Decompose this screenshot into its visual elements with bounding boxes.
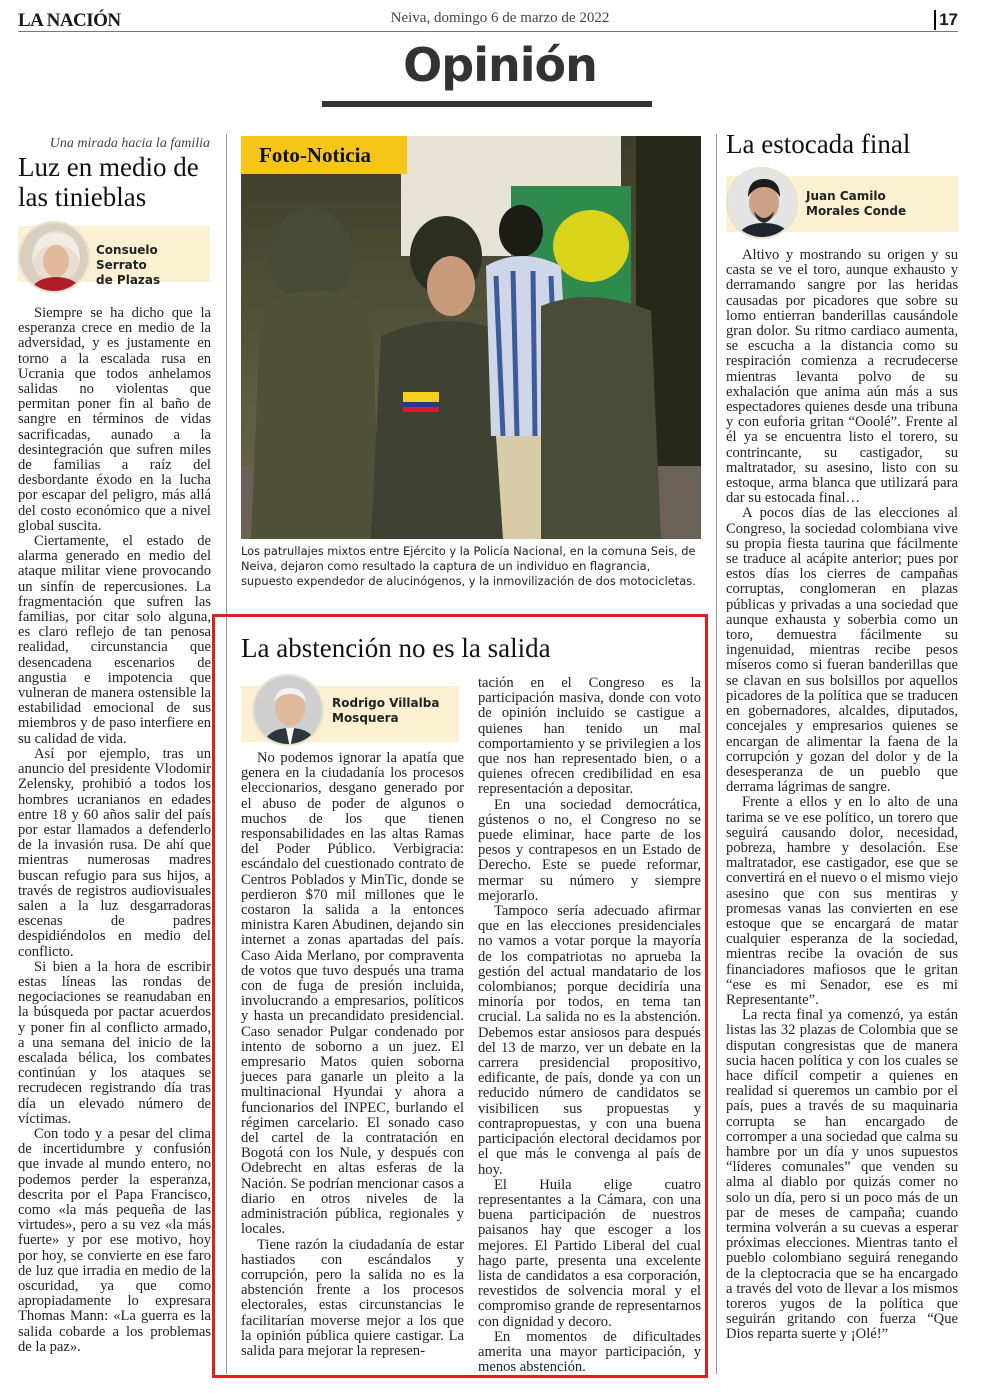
paragraph: La recta final ya comenzó, ya están listas las 32 plazas de Colombia que se disputan congresistas que de manera sucia hacen política y con los cuales se hace difícil competir a quienes en realidad si queremos un cambio por el país, pues a través de su maquinaria corrupta se han encargado de corromper a una sociedad que calma su hambre por un día y unos supuestos “líderes comunales” que venden su alma al diablo por quizás comer no solo un día, pero si un poco más de un par de meses de campaña; cuando termina volverán a su cuevas a esperar próximas elecciones. Mientras tanto el pueblo colombiano seguirá renegando de la cleptocracia que se ha encargado a través del voto de llevar a los mismos toreros yugos de la política que seguirán gritando con fuerza “Que Dios reparta suerte y ¡Olé!” (726, 1007, 958, 1343)
paragraph: Si bien a la hora de escribir estas líneas las rondas de negociaciones se reanudaban en la búsqueda por pactar acuerdos y poner fin al conflicto armado, a una semana del inicio de la escalada bélica, los combates continúan y los ataques se recrudecen registrando día tras día un elevado número de víctimas. (18, 958, 211, 1127)
center-article-body-col1 (241, 751, 464, 1359)
paragraph: tación en el Congreso es la participación masiva, donde con voto de opinión incluido se castigue a quienes han tenido un mal comportamiento y se privilegien a los que nos han representado bien, o a quienes ofrecen credibilidad en esa representación a depositar. (478, 675, 701, 798)
masthead-rule (18, 31, 958, 32)
paragraph: Siempre se ha dicho que la esperanza crece en medio de la adversidad, y es justamente en torno a la escalada rusa en Ucrania que todos anhelamos salidas no violentas que permitan poner fin al baño de sangre en términos de vidas sacrificadas, aunado a la desintegración que sufren miles de familias a raíz del desbordante éxodo en la lucha por escapar del peligro, más allá del costo económico que a nivel global suscita. (18, 305, 211, 534)
paragraph: En momentos de dificultades amerita una mayor participación, y menos abstención. (478, 1328, 701, 1376)
photo-caption: Los patrullajes mixtos entre Ejército y la Policía Nacional, en la comuna Seis, de Neiva, dejaron como resultado la captura de un individuo en flagrancia, supuesto expendedor de alucinógenos, y la inmovilización de dos motocicletas. (241, 544, 696, 588)
author-name-line: Consuelo Serrato (96, 243, 158, 272)
paragraph: Altivo y mostrando su origen y su casta se ve el toro, aunque exhausto y derramando sangre por las heridas causadas por picadores que sobre su lomo entierran banderillas causándole gran dolor. Su ritmo cardiaco aumenta, se escucha a la distancia como su respiración comienza a recrudecerse mientras levanta polvo de su exhalación que anima aún más a sus espectadores quienes desde una tribuna y con euforia gritan “Ooolé”. Frente al él ya se encuentra listo el torero, su contrincante, su castigador, su maltratador, su asesino, listo con su estoque, arma blanca que utilizará para dar su estocada final… (726, 247, 958, 507)
left-article-headline: Luz en medio de las tinieblas (18, 152, 199, 212)
section-rule (322, 101, 652, 107)
paragraph: Con todo y a pesar del clima de incertidumbre y confusión que invade al mundo entero, no podemos perder la esperanza, descrita por el Papa Francisco, como «la más pequeña de las virtudes», pero a su vez «la más fuerte» y por ese motivo, hoy por hoy, se convierte en ese faro de luz que irradia en medio de la oscuridad, ya que como apropiadamente lo expresara Thomas Mann: «La guerra es la salida cobarde a los problemas de la paz». (18, 1125, 211, 1355)
left-article-body (18, 306, 211, 1355)
left-article-author (96, 243, 210, 288)
author-photo-avatar (252, 674, 324, 746)
right-article-author (806, 189, 954, 219)
paragraph: En una sociedad democrática, gústenos o no, el Congreso no se puede eliminar, hace parte de los pesos y contrapesos en un Estado de Derecho. Este se puede reformar, mermar su número y siempre mejorarlo. (478, 796, 701, 904)
author-photo-avatar (726, 167, 798, 239)
paragraph: Tiene razón la ciudadanía de estar hastiados con escándalos y corrupción, pero la salida no es la abstención frente a los procesos electorales, estas circunstancias le facilitarían moverse mejor a los que la opinión pública quiere castigar. La salida para mejorar la represen- (241, 1236, 464, 1359)
paragraph: Ciertamente, el estado de alarma generado en medio del ataque militar viene provocando un sinfín de repercusiones. La fragmentación que sufren las familias, por citar solo alguna, es claro reflejo de tan penosa realidad, circunstancia que desencadena escenarios de angustia e impotencia que vulneran de manera ostensible la estabilidad emocional de sus miembros y de paso interfiere en su calidad de vida. (18, 533, 211, 747)
author-name-line: Juan Camilo (806, 189, 886, 203)
newspaper-logo: LA NACIÓN (18, 10, 121, 31)
author-name-line: Morales Conde (806, 204, 907, 218)
center-article-headline: La abstención no es la salida (241, 633, 551, 663)
left-article-kicker: Una mirada hacia la familia (49, 136, 210, 151)
author-name-line: Rodrigo Villalba (332, 696, 440, 710)
photo-news-tag: Foto-Noticia (241, 136, 407, 174)
paragraph: Tampoco sería adecuado afirmar que en las elecciones presidenciales no vamos a votar porque la mayoría de los compatriotas no aprueba la gestión del actual mandatario de los colombianos; porque decidiría una minoría por todos, en tema tan crucial. La salida no es la abstención. Debemos estar ansiosos para después del 13 de marzo, ver un debate en la carrera presidencial propositivo, edificante, de país, donde ya con un reducido número de candidatos se visibilicen sus propuestas y contrapropuestas, y con una buena participación electoral decidamos por el que más le convenga al país de hoy. (478, 903, 701, 1178)
paragraph: Así por ejemplo, tras un anuncio del presidente Vlodomir Zelensky, prohibió a todos los hombres ucranianos en edades entre 18 y 60 años salir del país por estar llamados a defenderlo de la invasión rusa. De ahí que mientras numerosas madres buscan refugio para sus hijos, a través de registros audiovisuales salen a la luz desgarradoras escenas de padres despidiéndolos en medio del conflicto. (18, 745, 211, 960)
author-name-line: Mosquera (332, 711, 399, 725)
paragraph: No podemos ignorar la apatía que genera en la ciudadanía los procesos eleccionarios, desgano generado por el abuso de poder de algunos o muchos de los que tienen responsabilidades en las altas Ramas del Poder Público. Verbigracia: escándalo del cuestionado contrato de Centros Poblados y MinTic, donde se perdieron $70 mil millones que le costaron la salida a la entonces ministra Karen Abudinen, dejando sin internet a zonas apartadas del país. Caso Aida Merlano, por compraventa de votos que tuvo después una trama con de fuga de presión incluida, involucrando a empresarios, políticos y hasta un precandidato presidencial. Caso senador Pulgar condenado por intento de soborno a un juez. El empresario Matos quien soborna jueces para ganarle un pleito a la multinacional Hyundai y ahora a funcionarios del INPEC, burlando el régimen carcelario. El sonado caso del cartel de la contratación en Bogotá con los Nule, y después con Odebrecht en altas esferas de la Nación. Se podrían mencionar casos a diario en otros niveles de la administración pública, regionales y locales. (241, 750, 464, 1238)
issue-date: Neiva, domingo 6 de marzo de 2022 (390, 10, 610, 26)
section-title: Opinión (403, 38, 597, 92)
paragraph: A pocos días de las elecciones al Congreso, la sociedad colombiana vive su propia fiesta taurina que fácilmente se traduce al acápite anterior; pues por estos días los cierres de campañas corruptas, conglomeran en plazas públicas y privadas a una sociedad que aunque exhausta y soberbia como un toro, demuestra fácilmente su ingenuidad, mientras recibe pesos míseros como si fueran banderillas que se clavan en sus bolsillos por aquellos picadores de la política que se traducen en gobernadores, alcaldes, diputados, concejales y empresarios quienes se encargan de alimentar la faena de la corrupción y gozan del dolor y de la desesperanza de un pueblo que derrama lágrimas de sangre. (726, 505, 958, 796)
center-article-body-col2 (478, 676, 701, 1375)
news-photo (241, 136, 701, 539)
author-name-line: de Plazas (96, 273, 161, 287)
paragraph: El Huila elige cuatro representantes a la Cámara, con una buena participación de nuestros paisanos hay que escoger a los mejores. El Partido Liberal del cual hago parte, presenta una excelente lista de candidatos a esa corporación, revestidos de solvencia moral y el compromiso grande de representarnos con dignidad y decoro. (478, 1176, 701, 1330)
page-number: 17 (934, 10, 958, 30)
column-divider (716, 134, 717, 1374)
paragraph: Frente a ellos y en lo alto de una tarima se ve ese político, un torero que seguirá causando dolor, necesidad, pobreza, hambre y desolación. Ese maltratador, ese castigador, ese que se convertirá en el nuevo o el mismo viejo asesino que con sus mentiras y promesas vanas las convierten en ese estoque que se encargará de matar cualquier esperanza de la sociedad, mientras recibe la ovación de sus financiadores mafiosos que le gritan “ese es mi Senador, ese es mi Representante”. (726, 794, 958, 1008)
author-photo-avatar (18, 221, 90, 293)
center-article-author (332, 696, 454, 726)
right-article-headline: La estocada final (726, 129, 911, 159)
right-article-body (726, 248, 958, 1343)
